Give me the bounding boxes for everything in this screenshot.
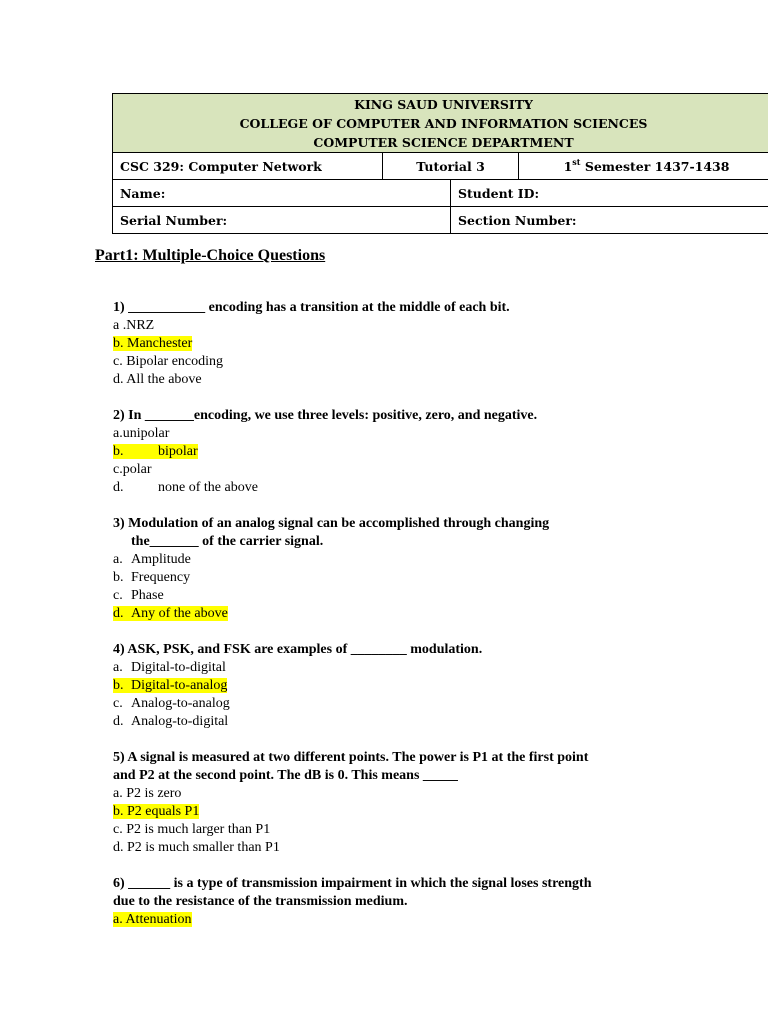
option-correct: b. Manchester — [113, 336, 193, 351]
option: c. Phase — [113, 588, 164, 603]
option: d. none of the above — [113, 480, 258, 495]
option: c. P2 is much larger than P1 — [113, 822, 271, 837]
option: c. Analog-to-analog — [113, 696, 230, 711]
option: d. All the above — [113, 372, 202, 387]
option: a. Amplitude — [113, 552, 191, 567]
question-text: 4) ASK, PSK, and FSK are examples of ________ modulation. — [113, 642, 483, 657]
option: c. Bipolar encoding — [113, 354, 224, 369]
question-2 — [113, 407, 673, 497]
semester-num: 1 — [563, 158, 573, 174]
option-correct: a. Attenuation — [113, 912, 192, 927]
questions-list — [113, 299, 673, 947]
semester-text: Semester 1437-1438 — [580, 158, 730, 174]
question-6 — [113, 875, 673, 929]
semester-cell — [519, 153, 768, 180]
question-1 — [113, 299, 673, 389]
course-cell: CSC 329: Computer Network — [113, 153, 383, 180]
option-correct: b. P2 equals P1 — [113, 804, 200, 819]
question-text: 1) ___________ encoding has a transition at the middle of each bit. — [113, 300, 510, 315]
part-title: Part1: Multiple-Choice Questions — [95, 247, 326, 264]
option: a .NRZ — [113, 318, 155, 333]
student-id-field: Student ID: — [451, 180, 768, 207]
question-text: 5) A signal is measured at two different points. The power is P1 at the first point and P2 at the second point. The dB is 0. This means _____ — [113, 750, 589, 783]
header-table — [112, 93, 768, 234]
semester-sup: st — [572, 156, 581, 167]
question-3 — [113, 515, 673, 623]
question-text: 6) ______ is a type of transmission impairment in which the signal loses strength due to the resistance of the transmission medium. — [113, 876, 592, 909]
question-4 — [113, 641, 673, 731]
section-number-field: Section Number: — [451, 207, 768, 234]
option-correct: b. bipolar — [113, 444, 198, 459]
serial-number-field: Serial Number: — [113, 207, 451, 234]
option: b. Frequency — [113, 570, 191, 585]
option: d. Analog-to-digital — [113, 714, 229, 729]
question-5 — [113, 749, 673, 857]
question-text: 2) In _______encoding, we use three levels: positive, zero, and negative. — [113, 408, 538, 423]
option-correct: d. Any of the above — [113, 606, 228, 621]
department-name: COMPUTER SCIENCE DEPARTMENT — [313, 135, 574, 150]
option: a. Digital-to-digital — [113, 660, 226, 675]
header-title-block — [113, 94, 768, 153]
option: c.polar — [113, 462, 152, 477]
name-field: Name: — [113, 180, 451, 207]
question-text: 3) Modulation of an analog signal can be accomplished through changing the_______ of the carrier signal. — [113, 516, 550, 549]
option: d. P2 is much smaller than P1 — [113, 840, 280, 855]
option: a.unipolar — [113, 426, 170, 441]
college-name: COLLEGE OF COMPUTER AND INFORMATION SCIENCES — [239, 116, 648, 131]
tutorial-cell: Tutorial 3 — [383, 153, 519, 180]
option-correct: b. Digital-to-analog — [113, 678, 228, 693]
option: a. P2 is zero — [113, 786, 182, 801]
university-name: KING SAUD UNIVERSITY — [354, 97, 533, 112]
